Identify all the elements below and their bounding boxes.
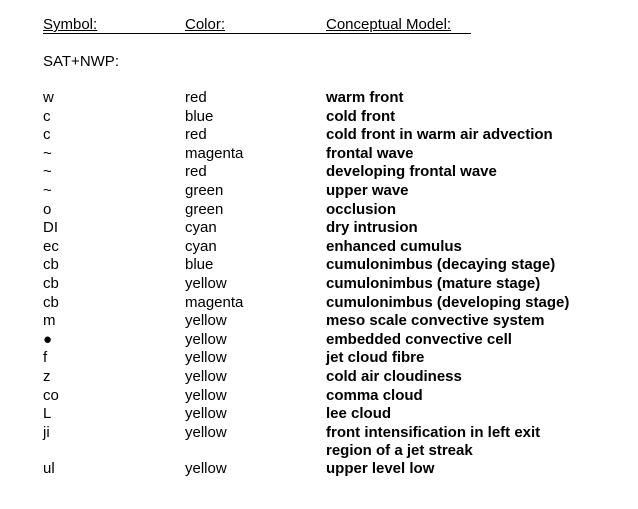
table-row: [43, 238, 633, 257]
table-row: [43, 387, 633, 406]
table-row: [43, 275, 633, 294]
header-underline: [43, 33, 471, 34]
table-row: [43, 145, 633, 164]
row-symbol: ul: [43, 460, 55, 478]
table-row: [43, 108, 633, 127]
header-symbol: Symbol:: [43, 16, 98, 33]
row-color: green: [185, 181, 224, 199]
row-model: cumulonimbus (decaying stage): [326, 256, 556, 274]
row-model: upper wave: [326, 181, 409, 199]
row-model: developing frontal wave: [326, 163, 497, 181]
table-row: [43, 312, 633, 331]
row-symbol: o: [43, 200, 52, 218]
row-symbol: cb: [43, 274, 59, 292]
row-model: cold front: [326, 107, 396, 125]
table-row: [43, 182, 633, 201]
row-symbol: c: [43, 107, 51, 125]
row-color: green: [185, 200, 224, 218]
row-model-line2: region of a jet streak: [326, 442, 473, 460]
table-row: [43, 163, 633, 182]
row-symbol: cb: [43, 293, 59, 311]
row-color: yellow: [185, 460, 227, 478]
table-row: [43, 294, 633, 313]
row-color: cyan: [185, 219, 217, 237]
row-symbol: cb: [43, 256, 59, 274]
table-row: [43, 89, 633, 108]
row-symbol: DI: [43, 219, 58, 237]
row-model: cumulonimbus (developing stage): [326, 293, 570, 311]
row-symbol: c: [43, 126, 51, 144]
row-color: yellow: [185, 330, 227, 348]
row-symbol: ~: [43, 181, 52, 199]
row-color: magenta: [185, 293, 244, 311]
row-symbol: m: [43, 312, 56, 330]
table-row: [43, 331, 633, 350]
table-row: [43, 460, 633, 479]
row-symbol: f: [43, 349, 48, 367]
row-model: frontal wave: [326, 144, 414, 162]
row-model: occlusion: [326, 200, 397, 218]
row-model: enhanced cumulus: [326, 237, 462, 255]
row-color: blue: [185, 256, 214, 274]
row-model: comma cloud: [326, 386, 423, 404]
row-color: yellow: [185, 386, 227, 404]
row-color: red: [185, 126, 207, 144]
symbol-table: [43, 89, 633, 479]
row-model: lee cloud: [326, 405, 392, 423]
row-color: cyan: [185, 237, 217, 255]
row-model: embedded convective cell: [326, 330, 512, 348]
row-model: cold front in warm air advection: [326, 126, 553, 144]
table-row: [43, 219, 633, 238]
row-model-line1: front intensification in left exit: [326, 423, 541, 441]
row-model: dry intrusion: [326, 219, 418, 237]
row-symbol: ji: [43, 423, 50, 441]
table-row: [43, 405, 633, 424]
table-header: [43, 16, 483, 36]
table-row: [43, 256, 633, 275]
table-row: [43, 201, 633, 220]
row-symbol: co: [43, 386, 59, 404]
row-symbol: L: [43, 405, 52, 423]
table-row: [43, 368, 633, 387]
row-symbol: z: [43, 367, 51, 385]
row-color: yellow: [185, 405, 227, 423]
row-model: [326, 424, 540, 461]
table-row: [43, 424, 633, 461]
row-model: meso scale convective system: [326, 312, 545, 330]
row-color: yellow: [185, 349, 227, 367]
row-color: red: [185, 89, 207, 106]
table-row: [43, 126, 633, 145]
row-color: magenta: [185, 144, 244, 162]
row-model: cold air cloudiness: [326, 367, 462, 385]
row-model: upper level low: [326, 460, 435, 478]
row-symbol: ~: [43, 144, 52, 162]
row-color: red: [185, 163, 207, 181]
row-color: yellow: [185, 367, 227, 385]
row-symbol: ~: [43, 163, 52, 181]
section-title: SAT+NWP:: [43, 53, 119, 70]
row-symbol: ●: [43, 330, 53, 348]
row-symbol: w: [43, 89, 54, 106]
row-model: cumulonimbus (mature stage): [326, 274, 541, 292]
header-conceptual-model: Conceptual Model:: [326, 16, 452, 33]
table-row: [43, 349, 633, 368]
row-color: yellow: [185, 274, 227, 292]
row-model: warm front: [326, 89, 404, 106]
row-model: jet cloud fibre: [326, 349, 425, 367]
row-symbol: ec: [43, 237, 59, 255]
header-color: Color:: [185, 16, 226, 33]
row-color: blue: [185, 107, 214, 125]
row-color: yellow: [185, 312, 227, 330]
row-color: yellow: [185, 423, 227, 441]
